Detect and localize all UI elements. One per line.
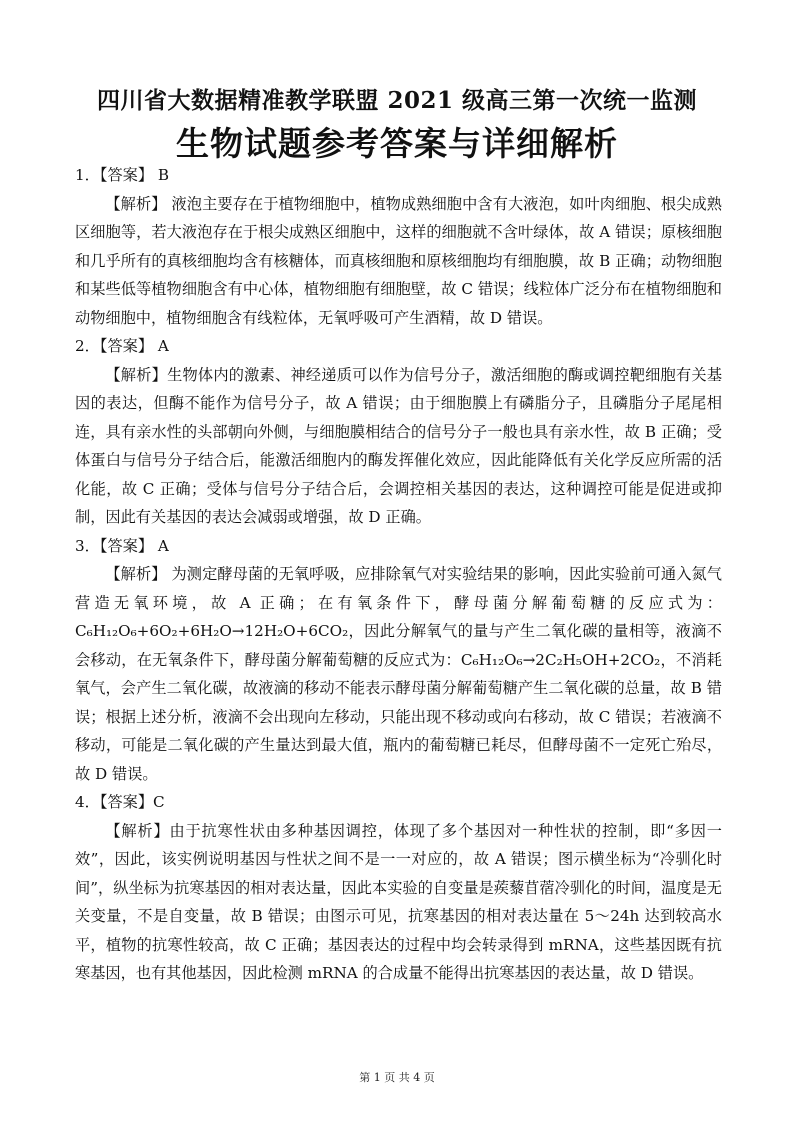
answer-line: 4．【答案】C — [75, 793, 165, 811]
exam-title: 四川省大数据精准教学联盟 2021 级高三第一次统一监测 — [96, 87, 698, 114]
answer-line: 1．【答案】 B — [75, 166, 169, 184]
explanation-paragraph: 【解析】 液泡主要存在于植物细胞中，植物成熟细胞中含有大液泡，如叶肉细胞、根尖成熟区细胞等，若大液泡存在于根尖成熟区细胞中，这样的细胞就不含叶绿体，故 A 错误；原核细胞和几乎所有的真核细胞均含有核糖体，而真核细胞和原核细胞均有细胞膜，故 B 正确；动物细胞和某些低等植物细胞含有中心体，植物细胞有细胞壁，故 C 错误；线粒体广泛分布在植物细胞和动物细胞中，植物细胞含有线粒体，无氧呼吸可产生酒精，故 D 错误。 — [75, 194, 722, 327]
page-number: 第 1 页 共 4 页 — [359, 1071, 435, 1084]
question-1 — [75, 161, 722, 332]
question-3 — [75, 532, 722, 789]
question-2 — [75, 332, 722, 532]
document-title: 生物试题参考答案与详细解析 — [176, 124, 618, 163]
explanation-paragraph: 【解析】生物体内的激素、神经递质可以作为信号分子，激活细胞的酶或调控靶细胞有关基因的表达，但酶不能作为信号分子，故 A 错误；由于细胞膜上有磷脂分子，且磷脂分子尾尾相连，具有亲水性的头部朝向外侧，与细胞膜相结合的信号分子一般也具有亲水性，故 B 正确；受体蛋白与信号分子结合后，能激活细胞内的酶发挥催化效应，因此能降低有关化学反应所需的活化能，故 C 正确；受体与信号分子结合后，会调控相关基因的表达，这种调控可能是促进或抑制，因此有关基因的表达会减弱或增强，故 D 正确。 — [75, 365, 722, 526]
answer-line: 2．【答案】 A — [75, 337, 169, 355]
answer-content — [75, 161, 722, 988]
explanation-paragraph: 【解析】由于抗寒性状由多种基因调控，体现了多个基因对一种性状的控制，即“多因一效”，因此，该实例说明基因与性状之间不是一一对应的，故 A 错误；图示横坐标为“冷驯化时间”，纵坐标为抗寒基因的相对表达量，因此本实验的自变量是蒺藜苜蓿冷驯化的时间，温度是无关变量，不是自变量，故 B 错误；由图示可见，抗寒基因的相对表达量在 5～24h 达到较高水平，植物的抗寒性较高，故 C 正确；基因表达的过程中均会转录得到 mRNA，这些基因既有抗寒基因，也有其他基因，因此检测 mRNA 的合成量不能得出抗寒基因的表达量，故 D 错误。 — [75, 821, 722, 982]
answer-line: 3．【答案】 A — [75, 536, 169, 555]
explanation-paragraph: 【解析】 为测定酵母菌的无氧呼吸，应排除氧气对实验结果的影响，因此实验前可通入氮气营造无氧环境，故 A 正确；在有氧条件下，酵母菌分解葡萄糖的反应式为：C₆H₁₂O₆+6O₂+6H₂O→12H₂O+6CO₂，因此分解氧气的量与产生二氧化碳的量相等，液滴不会移动，在无氧条件下，酵母菌分解葡萄糖的反应式为：C₆H₁₂O₆→2C₂H₅OH+2CO₂，不消耗氧气，会产生二氧化碳，故液滴的移动不能表示酵母菌分解葡萄糖产生二氧化碳的总量，故 B 错误；根据上述分析，液滴不会出现向左移动，只能出现不移动或向右移动，故 C 错误；若液滴不移动，可能是二氧化碳的产生量达到最大值，瓶内的葡萄糖已耗尽，但酵母菌不一定死亡殆尽，故 D 错误。 — [75, 565, 722, 783]
question-4 — [75, 788, 722, 988]
